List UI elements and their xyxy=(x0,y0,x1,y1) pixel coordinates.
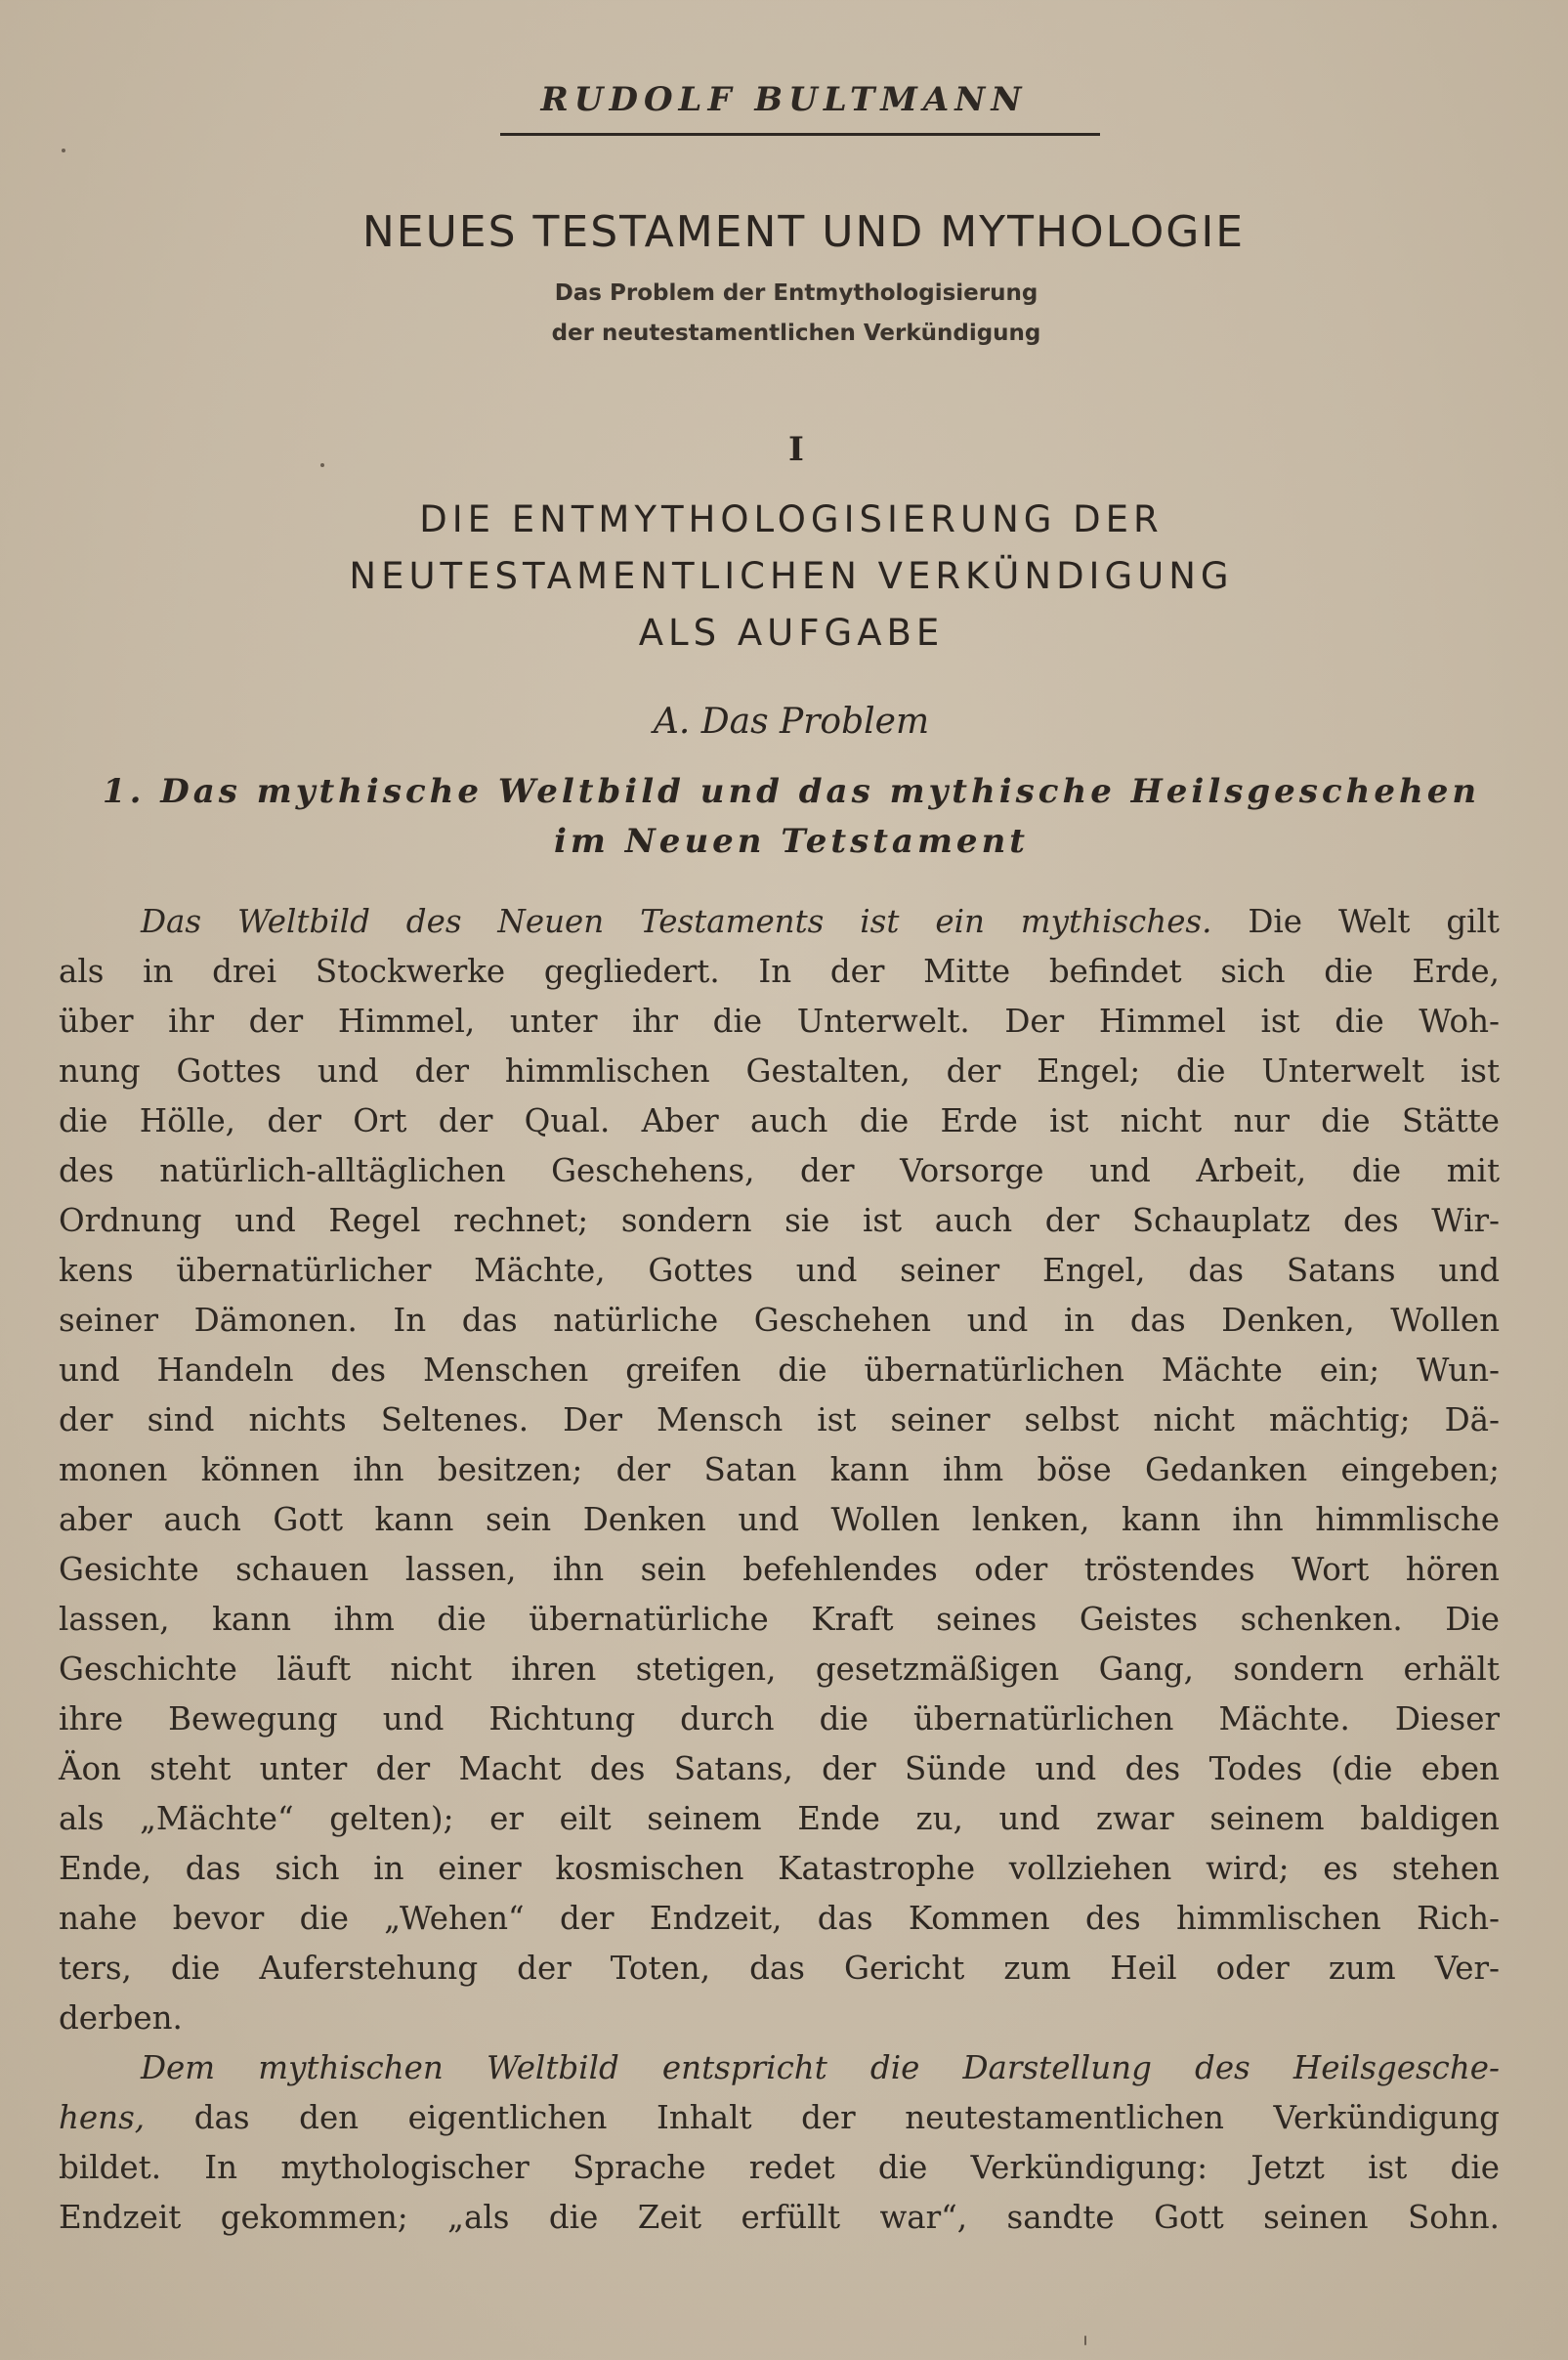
chapter-heading-line-1: 1. Das mythische Weltbild und das mythische Heilsgeschehen xyxy=(102,772,1481,811)
text-line: als „Mächte“ gelten); er eilt seinem Ende zu, und zwar seinem baldigen xyxy=(59,1800,1500,1837)
part-numeral: I xyxy=(788,430,804,469)
text-line: Endzeit gekommen; „als die Zeit erfüllt war“, sandte Gott seinen Sohn. xyxy=(59,2199,1500,2236)
text-line: nahe bevor die „Wehen“ der Endzeit, das Kommen des himmlischen Rich- xyxy=(59,1900,1500,1937)
text-line: nung Gottes und der himmlischen Gestalten, der Engel; die Unterwelt ist xyxy=(59,1052,1500,1090)
paragraph-2-second-line xyxy=(59,2093,1500,2143)
paper-speck xyxy=(320,463,324,467)
subtitle-line-2: der neutestamentlichen Verkündigung xyxy=(551,321,1041,346)
paragraph-1-lead-rest: Die Welt gilt xyxy=(1211,903,1500,940)
paragraph-2-italic-word: hens, xyxy=(59,2099,146,2136)
chapter-heading-line-2: im Neuen Tetstament xyxy=(554,822,1029,861)
text-line: aber auch Gott kann sein Denken und Wollen lenken, kann ihn himmlische xyxy=(59,1501,1500,1538)
text-line: lassen, kann ihm die übernatürliche Kraft seines Geistes schenken. Die xyxy=(59,1601,1500,1638)
text-line: bildet. In mythologischer Sprache redet die Verkündigung: Jetzt ist die xyxy=(59,2149,1500,2186)
text-line: als in drei Stockwerke gegliedert. In der Mitte befindet sich die Erde, xyxy=(59,953,1500,990)
text-line: des natürlich-alltäglichen Geschehens, der Vorsorge und Arbeit, die mit xyxy=(59,1152,1500,1189)
author-name: RUDOLF BULTMANN xyxy=(540,80,1028,119)
paragraph-1-lead-italic: Das Weltbild des Neuen Testaments ist ein mythisches. xyxy=(141,903,1212,940)
text-line: seiner Dämonen. In das natürliche Geschehen und in das Denken, Wollen xyxy=(59,1302,1500,1339)
text-line: und Handeln des Menschen greifen die übernatürlichen Mächte ein; Wun- xyxy=(59,1352,1500,1389)
paragraph-1-first-line xyxy=(59,897,1500,947)
paper-speck xyxy=(1084,2336,1086,2345)
text-line: Gesichte schauen lassen, ihn sein befehlendes oder tröstendes Wort hören xyxy=(59,1551,1500,1588)
text-line: monen können ihn besitzen; der Satan kann ihm böse Gedanken eingeben; xyxy=(59,1451,1500,1488)
text-line: kens übernatürlicher Mächte, Gottes und seiner Engel, das Satans und xyxy=(59,1252,1500,1289)
text-line: derben. xyxy=(59,1999,183,2037)
text-line: Ordnung und Regel rechnet; sondern sie ist auch der Schauplatz des Wir- xyxy=(59,1202,1500,1239)
section-title-line-3: ALS AUFGABE xyxy=(638,612,945,654)
text-line: über ihr der Himmel, unter ihr die Unterwelt. Der Himmel ist die Woh- xyxy=(59,1003,1500,1040)
paragraph-2-lead-italic: Dem mythischen Weltbild entspricht die Darstellung des Heilsgesche- xyxy=(141,2049,1500,2086)
paragraph-2-first-line xyxy=(59,2043,1500,2093)
section-title-line-2: NEUTESTAMENTLICHEN VERKÜNDIGUNG xyxy=(349,555,1234,597)
paper-speck xyxy=(62,149,65,152)
author-underline xyxy=(500,133,1100,136)
section-title-line-1: DIE ENTMYTHOLOGISIERUNG DER xyxy=(419,498,1164,540)
text-line: Äon steht unter der Macht des Satans, der Sünde und des Todes (die eben xyxy=(59,1750,1500,1787)
body-text xyxy=(59,897,1500,2243)
text-line: Ende, das sich in einer kosmischen Katastrophe vollziehen wird; es stehen xyxy=(59,1850,1500,1887)
text-line: der sind nichts Seltenes. Der Mensch ist seiner selbst nicht mächtig; Dä- xyxy=(59,1401,1500,1438)
main-title: NEUES TESTAMENT UND MYTHOLOGIE xyxy=(361,207,1246,257)
text-line: die Hölle, der Ort der Qual. Aber auch die Erde ist nicht nur die Stätte xyxy=(59,1102,1500,1139)
text-line: Geschichte läuft nicht ihren stetigen, gesetzmäßigen Gang, sondern erhält xyxy=(59,1651,1500,1688)
text-line: ters, die Auferstehung der Toten, das Gericht zum Heil oder zum Ver- xyxy=(59,1950,1500,1987)
paragraph-2-second-rest: das den eigentlichen Inhalt der neutestamentlichen Verkündigung xyxy=(145,2099,1500,2136)
subtitle-line-1: Das Problem der Entmythologisierung xyxy=(554,280,1038,306)
text-line: ihre Bewegung und Richtung durch die übernatürlichen Mächte. Dieser xyxy=(59,1700,1500,1738)
subsection-title: A. Das Problem xyxy=(653,702,930,742)
